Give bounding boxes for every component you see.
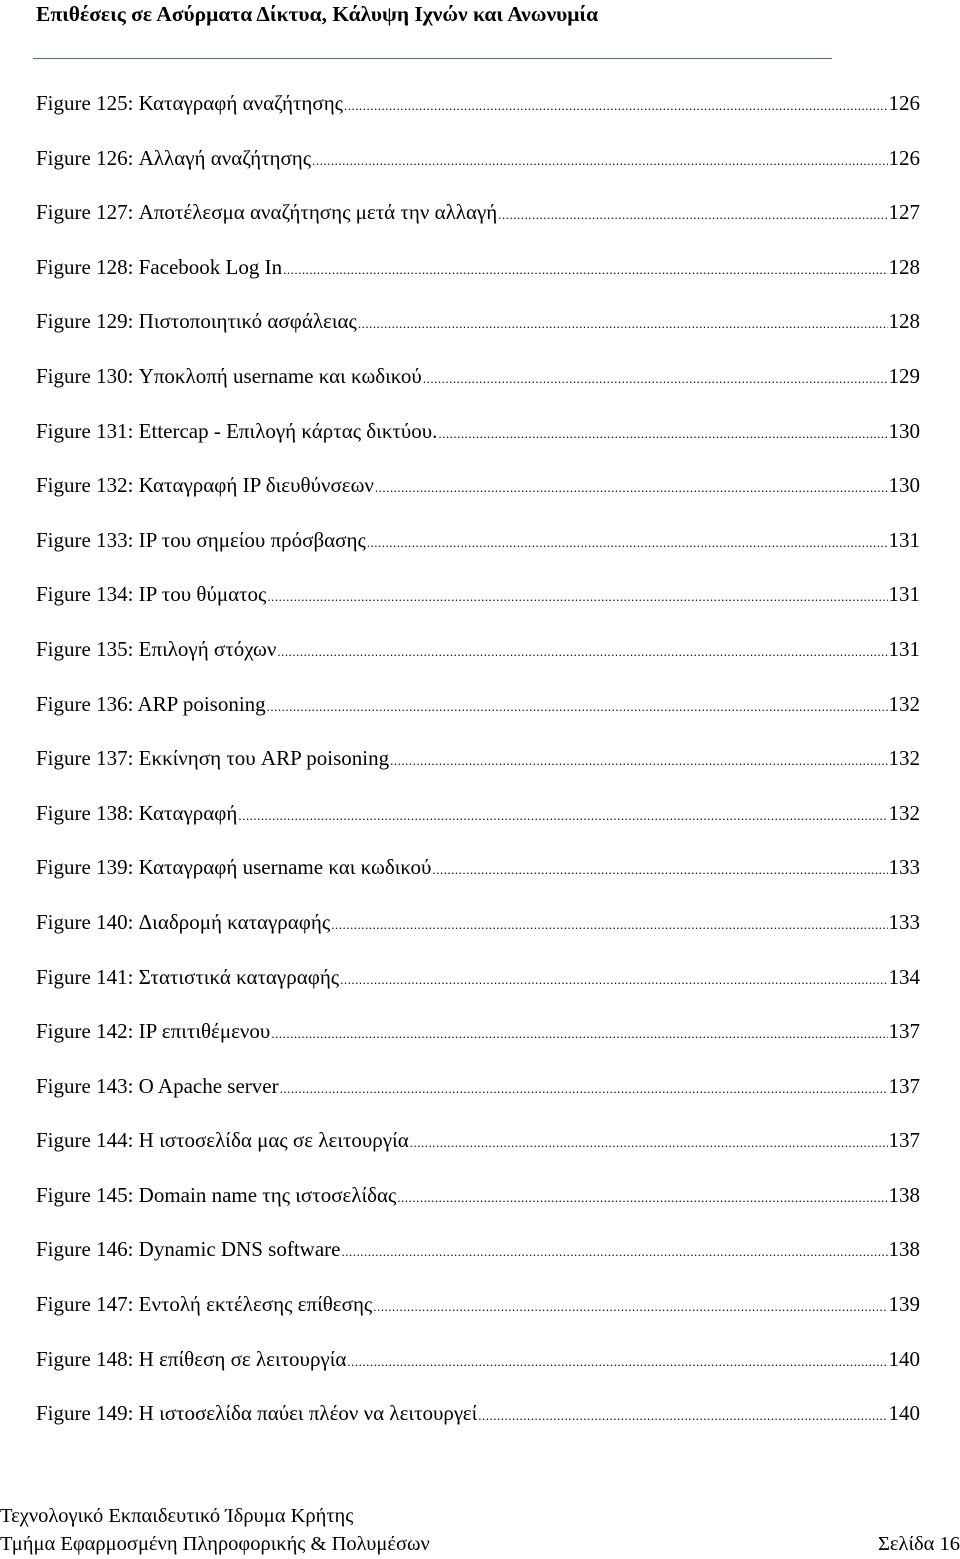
toc-entry[interactable] bbox=[36, 692, 920, 747]
toc-entry-label: Figure 143: O Apache server bbox=[36, 1073, 279, 1098]
toc-entry-label: Figure 128: Facebook Log In bbox=[36, 254, 283, 279]
toc-entry[interactable] bbox=[36, 1401, 920, 1456]
dot-leader bbox=[344, 91, 887, 116]
dot-leader bbox=[238, 801, 887, 826]
toc-entry-page: 140 bbox=[888, 1401, 920, 1426]
dot-leader bbox=[373, 1292, 887, 1317]
dot-leader bbox=[397, 1183, 887, 1208]
toc-entry-label: Figure 131: Ettercap - Επιλογή κάρτας δικτύου. bbox=[36, 418, 438, 443]
dot-leader bbox=[432, 855, 887, 880]
toc-entry[interactable] bbox=[36, 146, 920, 201]
toc-entry-page: 127 bbox=[888, 200, 920, 225]
dot-leader bbox=[423, 364, 888, 389]
toc-entry-label: Figure 145: Domain name της ιστοσελίδας bbox=[36, 1182, 397, 1207]
dot-leader bbox=[375, 473, 888, 498]
toc-entry[interactable] bbox=[36, 419, 920, 474]
toc-entry-page: 129 bbox=[888, 363, 920, 388]
toc-entry-page: 137 bbox=[888, 1128, 920, 1153]
toc-entry-label: Figure 125: Καταγραφή αναζήτησης bbox=[36, 91, 344, 115]
toc-entry-page: 139 bbox=[888, 1292, 920, 1317]
toc-entry-label: Figure 148: Η επίθεση σε λειτουργία bbox=[36, 1346, 347, 1371]
toc-entry[interactable] bbox=[36, 855, 920, 910]
toc-entry-label: Figure 137: Εκκίνηση του ARP poisoning bbox=[36, 746, 390, 771]
toc-entry-page: 133 bbox=[888, 855, 920, 880]
dot-leader bbox=[331, 910, 887, 935]
toc-entry-label: Figure 126: Αλλαγή αναζήτησης bbox=[36, 145, 312, 170]
dot-leader bbox=[438, 419, 887, 444]
toc-entry[interactable] bbox=[36, 1019, 920, 1074]
dot-leader bbox=[390, 746, 887, 771]
toc-entry-page: 130 bbox=[888, 418, 920, 443]
page-header-title: Επιθέσεις σε Ασύρματα Δίκτυα, Κάλυψη Ιχνών και Ανωνυμία bbox=[36, 2, 599, 26]
toc-entry-page: 134 bbox=[888, 964, 920, 989]
toc-entry-label: Figure 147: Εντολή εκτέλεσης επίθεσης bbox=[36, 1292, 373, 1317]
toc-entry[interactable] bbox=[36, 965, 920, 1020]
dot-leader bbox=[367, 528, 888, 553]
toc-entry-label: Figure 130: Υποκλοπή username και κωδικού bbox=[36, 363, 422, 388]
dot-leader bbox=[358, 309, 888, 334]
toc-entry-label: Figure 136: ARP poisoning bbox=[36, 691, 266, 716]
toc-entry[interactable] bbox=[36, 528, 920, 583]
toc-entry-page: 133 bbox=[888, 909, 920, 934]
dot-leader bbox=[271, 1019, 887, 1044]
toc-entry-label: Figure 129: Πιστοποιητικό ασφάλειας bbox=[36, 309, 357, 334]
dot-leader bbox=[340, 965, 887, 990]
dot-leader bbox=[277, 637, 887, 662]
toc-entry-page: 140 bbox=[888, 1346, 920, 1371]
footer-page-number: Σελίδα 16 bbox=[877, 1533, 960, 1555]
toc-entry-page: 138 bbox=[888, 1182, 920, 1207]
toc-entry[interactable] bbox=[36, 910, 920, 965]
toc-entry-label: Figure 141: Στατιστικά καταγραφής bbox=[36, 964, 340, 989]
dot-leader bbox=[280, 1074, 888, 1099]
dot-leader bbox=[478, 1401, 887, 1426]
toc-entry[interactable] bbox=[36, 1183, 920, 1238]
toc-entry-label: Figure 138: Καταγραφή bbox=[36, 800, 238, 825]
toc-entry[interactable] bbox=[36, 473, 920, 528]
toc-entry-page: 126 bbox=[888, 145, 920, 170]
dot-leader bbox=[347, 1347, 887, 1372]
toc-entry-label: Figure 144: Η ιστοσελίδα μας σε λειτουργία bbox=[36, 1128, 409, 1153]
toc-entry-page: 137 bbox=[888, 1019, 920, 1044]
toc-entry-page: 126 bbox=[888, 91, 920, 115]
toc-entry[interactable] bbox=[36, 1128, 920, 1183]
footer-institute: Τεχνολογικό Εκπαιδευτικό Ίδρυμα Κρήτης bbox=[0, 1505, 354, 1527]
dot-leader bbox=[283, 255, 887, 280]
toc-entry[interactable] bbox=[36, 1074, 920, 1129]
dot-leader bbox=[498, 200, 887, 225]
toc-entry-page: 137 bbox=[888, 1073, 920, 1098]
toc-entry[interactable] bbox=[36, 746, 920, 801]
toc-entry-page: 131 bbox=[888, 527, 920, 552]
toc-entry-page: 128 bbox=[888, 309, 920, 334]
toc-entry-page: 132 bbox=[888, 800, 920, 825]
toc-entry[interactable] bbox=[36, 200, 920, 255]
toc-entry-page: 131 bbox=[888, 636, 920, 661]
toc-entry-page: 138 bbox=[888, 1237, 920, 1262]
toc-entry-label: Figure 133: IP του σημείου πρόσβασης bbox=[36, 527, 366, 552]
toc-entry-page: 132 bbox=[888, 746, 920, 771]
toc-entry-label: Figure 139: Καταγραφή username και κωδικού bbox=[36, 855, 432, 880]
toc-entry-page: 131 bbox=[888, 582, 920, 607]
toc-entry-page: 130 bbox=[888, 473, 920, 498]
toc-entry-label: Figure 146: Dynamic DNS software bbox=[36, 1237, 341, 1262]
toc-entry-page: 128 bbox=[888, 254, 920, 279]
toc-entry-label: Figure 132: Καταγραφή IP διευθύνσεων bbox=[36, 473, 374, 498]
toc-entry[interactable] bbox=[36, 801, 920, 856]
toc-entry-label: Figure 127: Αποτέλεσμα αναζήτησης μετά την αλλαγή bbox=[36, 200, 498, 225]
dot-leader bbox=[341, 1237, 887, 1262]
dot-leader bbox=[410, 1128, 888, 1153]
header-divider bbox=[33, 58, 832, 59]
dot-leader bbox=[267, 692, 888, 717]
toc-entry[interactable] bbox=[36, 309, 920, 364]
toc-entry[interactable] bbox=[36, 364, 920, 419]
toc-entry[interactable] bbox=[36, 255, 920, 310]
dot-leader bbox=[312, 146, 887, 171]
toc-entry-label: Figure 149: Η ιστοσελίδα παύει πλέον να λειτουργεί bbox=[36, 1401, 478, 1426]
toc-entry[interactable] bbox=[36, 582, 920, 637]
toc-entry[interactable] bbox=[36, 1237, 920, 1292]
toc-entry-label: Figure 135: Επιλογή στόχων bbox=[36, 636, 277, 661]
footer-department: Τμήμα Εφαρμοσμένη Πληροφορικής & Πολυμέσων bbox=[0, 1533, 430, 1555]
toc-entry-page: 132 bbox=[888, 691, 920, 716]
toc-entry[interactable] bbox=[36, 637, 920, 692]
toc-entry[interactable] bbox=[36, 1292, 920, 1347]
toc-entry[interactable] bbox=[36, 1347, 920, 1402]
toc-entry-label: Figure 134: IP του θύματος bbox=[36, 582, 267, 607]
toc-entry-label: Figure 140: Διαδρομή καταγραφής bbox=[36, 909, 331, 934]
table-of-figures bbox=[36, 91, 920, 1456]
toc-entry-label: Figure 142: IP επιτιθέμενου bbox=[36, 1019, 271, 1044]
dot-leader bbox=[267, 582, 887, 607]
toc-entry[interactable] bbox=[36, 91, 920, 146]
